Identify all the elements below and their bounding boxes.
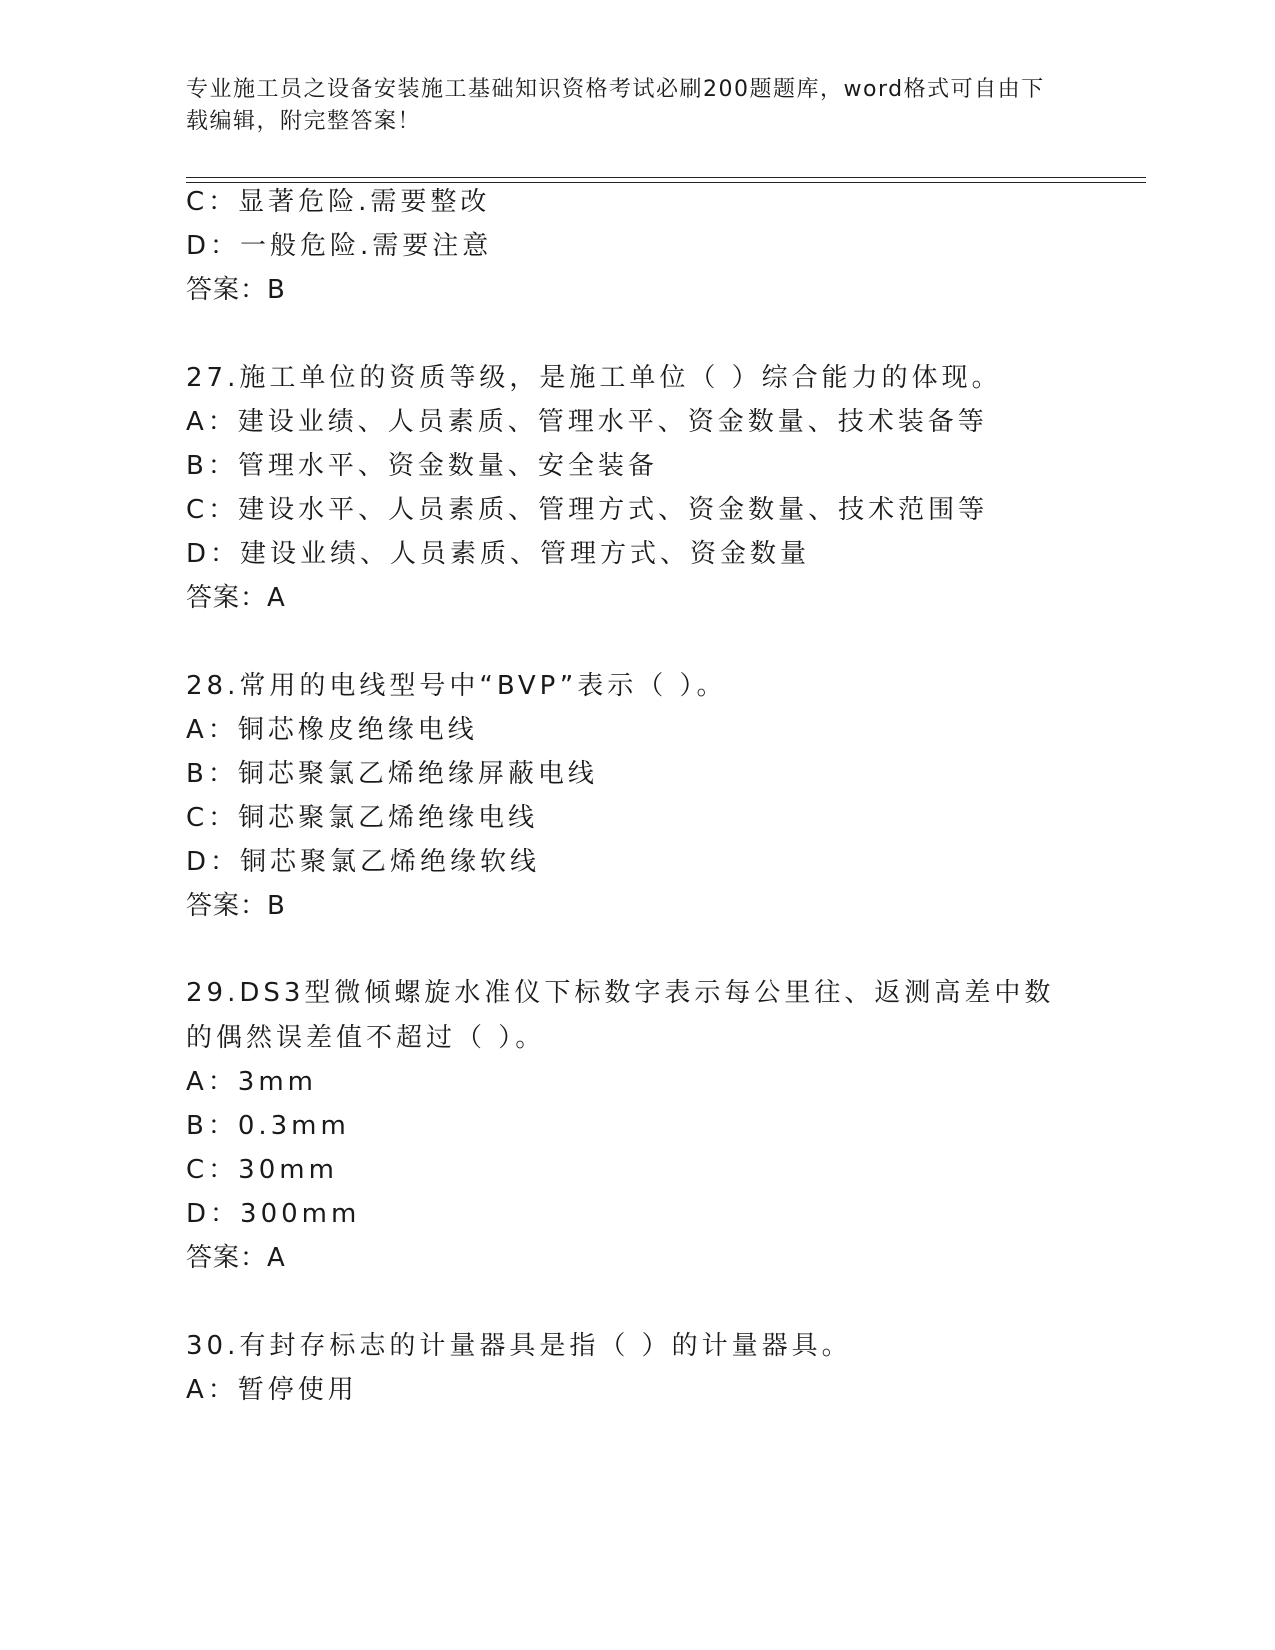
header-divider-top	[186, 177, 1146, 178]
q28-option-b: B：铜芯聚氯乙烯绝缘屏蔽电线	[186, 759, 598, 789]
prev-option-d: D：一般危险.需要注意	[186, 231, 493, 261]
q30-option-a: A：暂停使用	[186, 1375, 358, 1405]
q28-option-c: C：铜芯聚氯乙烯绝缘电线	[186, 803, 539, 833]
prev-option-c: C：显著危险.需要整改	[186, 187, 491, 217]
q27-answer: 答案：A	[186, 583, 286, 613]
q28-option-d: D：铜芯聚氯乙烯绝缘软线	[186, 847, 541, 877]
header-divider-bottom	[186, 182, 1146, 183]
q28-answer: 答案：B	[186, 891, 286, 921]
q30-stem: 30.有封存标志的计量器具是指（ ）的计量器具。	[186, 1331, 852, 1361]
q27-option-a: A：建设业绩、人员素质、管理水平、资金数量、技术装备等	[186, 407, 988, 437]
q27-option-b: B：管理水平、资金数量、安全装备	[186, 451, 658, 481]
q29-option-d: D：300mm	[186, 1199, 361, 1229]
q27-option-d: D：建设业绩、人员素质、管理方式、资金数量	[186, 539, 811, 569]
q29-answer: 答案：A	[186, 1243, 286, 1273]
q27-option-c: C：建设水平、人员素质、管理方式、资金数量、技术范围等	[186, 495, 989, 525]
q29-option-c: C：30mm	[186, 1155, 338, 1185]
prev-answer: 答案：B	[186, 275, 286, 305]
q27-stem: 27.施工单位的资质等级，是施工单位（ ）综合能力的体现。	[186, 363, 1002, 393]
q28-stem: 28.常用的电线型号中“BVP”表示（ ）。	[186, 671, 727, 701]
q28-option-a: A：铜芯橡皮绝缘电线	[186, 715, 478, 745]
document-header-title: 专业施工员之设备安装施工基础知识资格考试必刷200题题库，word格式可自由下载编辑，附完整答案！	[186, 77, 1045, 134]
q29-option-b: B：0.3mm	[186, 1111, 350, 1141]
q29-option-a: A：3mm	[186, 1067, 317, 1097]
q29-stem: 29.DS3型微倾螺旋水准仪下标数字表示每公里往、返测高差中数的偶然误差值不超过（ ）。	[186, 978, 1055, 1053]
